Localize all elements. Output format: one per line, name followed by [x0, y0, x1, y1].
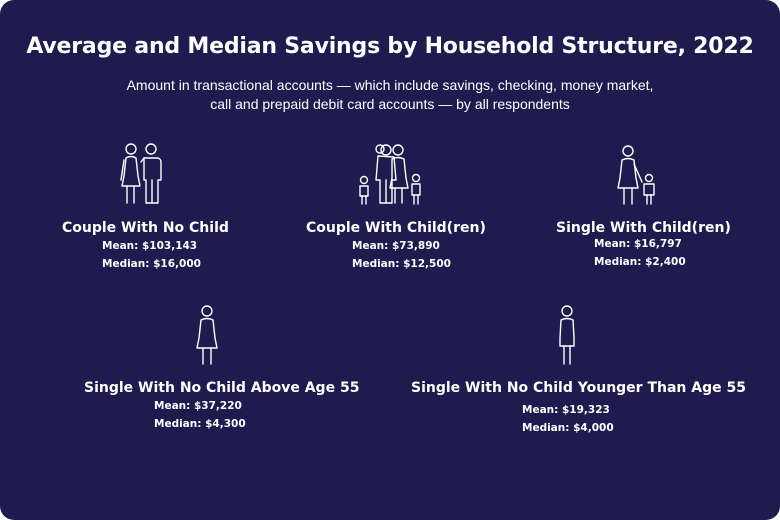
subtitle-line-1: Amount in transactional accounts — which include savings, checking, money market,: [126, 77, 654, 93]
family-icon: [354, 140, 426, 206]
mean-value: Mean: $37,220: [154, 400, 242, 412]
couple-icon: [118, 140, 166, 206]
median-value: Median: $4,000: [522, 422, 614, 434]
median-value: Median: $2,400: [594, 256, 686, 268]
mean-value: Mean: $16,797: [594, 238, 682, 250]
group-name: Single With No Child Above Age 55: [84, 380, 360, 396]
subtitle-line-2: call and prepaid debit card accounts — by all respondents: [210, 96, 570, 112]
page-title: Average and Median Savings by Household Structure, 2022: [26, 34, 754, 59]
mean-value: Mean: $103,143: [102, 240, 198, 252]
median-value: Median: $4,300: [154, 418, 246, 430]
median-value: Median: $12,500: [352, 258, 451, 270]
group-name: Single With Child(ren): [556, 220, 731, 236]
mean-value: Mean: $73,890: [352, 240, 440, 252]
subtitle: [90, 76, 690, 114]
single-woman-icon: [554, 302, 580, 366]
single-woman-icon: [194, 302, 220, 366]
mean-value: Mean: $19,323: [522, 404, 610, 416]
group-name: Single With No Child Younger Than Age 55: [411, 380, 746, 396]
single-parent-icon: [612, 142, 660, 206]
group-name: Couple With Child(ren): [306, 220, 486, 236]
median-value: Median: $16,000: [102, 258, 201, 270]
group-name: Couple With No Child: [62, 220, 229, 236]
